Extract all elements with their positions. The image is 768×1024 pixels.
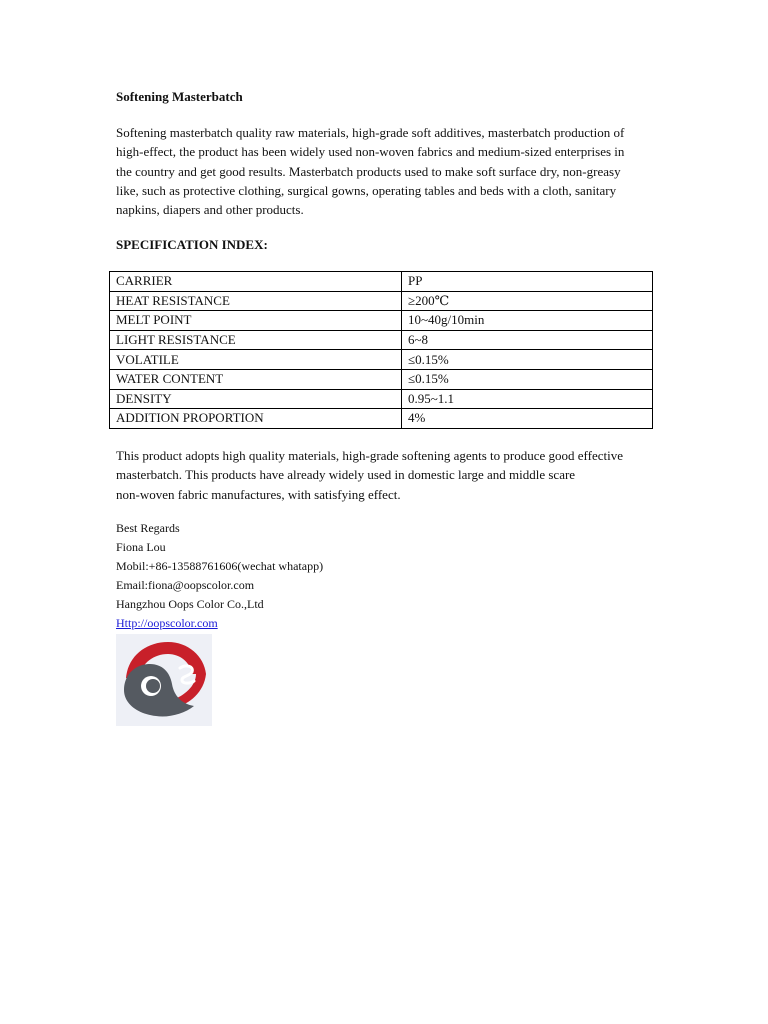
company-logo (116, 634, 212, 726)
signature-mobile: Mobil:+86-13588761606(wechat whatapp) (116, 559, 324, 573)
website-link[interactable]: Http://oopscolor.com (116, 616, 218, 630)
spec-value: 10~40g/10min (402, 311, 653, 331)
spec-value: ≥200℃ (402, 291, 653, 311)
spec-value: PP (402, 272, 653, 292)
spec-value: 6~8 (402, 330, 653, 350)
table-row (110, 409, 653, 429)
intro-line: napkins, diapers and other products. (116, 202, 304, 218)
table-row (110, 272, 653, 292)
spec-key: LIGHT RESISTANCE (110, 330, 402, 350)
outro-paragraph (116, 446, 656, 504)
signature-closing: Best Regards (116, 521, 180, 535)
intro-line: Softening masterbatch quality raw materials, high-grade soft additives, masterbatch production of (116, 125, 625, 140)
spec-value: ≤0.15% (402, 369, 653, 389)
table-row (110, 389, 653, 409)
outro-line: non-woven fabric manufactures, with satisfying effect. (116, 486, 401, 502)
table-row (110, 311, 653, 331)
spec-key: CARRIER (110, 272, 402, 292)
spec-key: HEAT RESISTANCE (110, 291, 402, 311)
intro-paragraph (116, 123, 656, 219)
intro-line: high-effect, the product has been widely used non-woven fabrics and medium-sized enterprises in (116, 144, 625, 160)
spec-table (109, 271, 653, 429)
table-row (110, 330, 653, 350)
outro-line: masterbatch. This products have already widely used in domestic large and middle scare (116, 467, 576, 483)
table-row (110, 369, 653, 389)
signature-name: Fiona Lou (116, 540, 166, 554)
spec-key: MELT POINT (110, 311, 402, 331)
signature-email: Email:fiona@oopscolor.com (116, 578, 255, 592)
spec-value: 0.95~1.1 (402, 389, 653, 409)
document-title: Softening Masterbatch (116, 89, 243, 104)
outro-line: This product adopts high quality materials, high-grade softening agents to produce good effective (116, 448, 623, 463)
spec-key: ADDITION PROPORTION (110, 409, 402, 429)
spec-value: ≤0.15% (402, 350, 653, 370)
spec-key: VOLATILE (110, 350, 402, 370)
spec-key: DENSITY (110, 389, 402, 409)
logo-graphic (116, 634, 212, 726)
intro-line: the country and get good results. Masterbatch products used to make soft surface dry, non-greasy (116, 163, 621, 179)
spec-heading: SPECIFICATION INDEX: (116, 237, 268, 252)
signature-block (116, 519, 323, 633)
table-row (110, 350, 653, 370)
signature-company: Hangzhou Oops Color Co.,Ltd (116, 597, 264, 611)
intro-line: like, such as protective clothing, surgical gowns, operating tables and beds with a cloth, sanitary (116, 182, 617, 198)
spec-key: WATER CONTENT (110, 369, 402, 389)
spec-value: 4% (402, 409, 653, 429)
table-row (110, 291, 653, 311)
